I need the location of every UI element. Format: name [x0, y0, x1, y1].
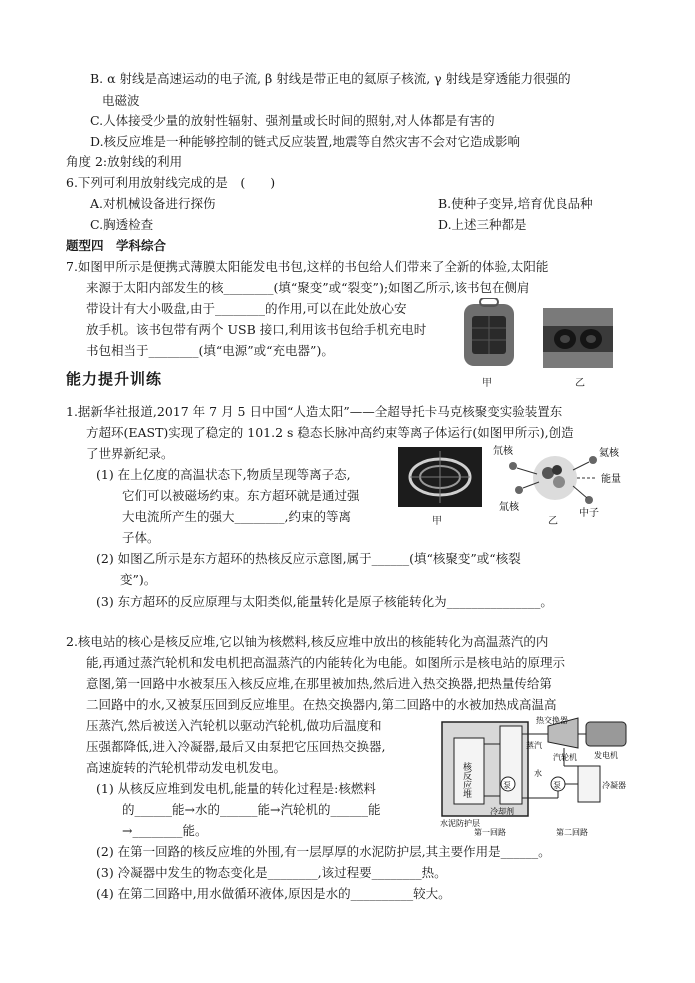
label-water: 水 — [534, 769, 542, 778]
q7-line4: 放手机。该书包带有两个 USB 接口,利用该书包给手机充电时 — [86, 322, 427, 337]
label-helium: 氦核 — [599, 448, 619, 459]
option-d: D.核反应堆是一种能够控制的链式反应装置,地震等自然灾害不会对它造成影响 — [90, 134, 521, 149]
p1-sub1-line3: 大电流所产生的强大________,约束的等离 — [122, 509, 351, 524]
p2-line3: 意图,第一回路中水被泵压入核反应堆,在那里被加热,然后进入热交换器,把热量传给第 — [86, 676, 552, 691]
fusion-reaction-diagram — [493, 440, 633, 520]
label-loop-2: 第二回路 — [556, 828, 588, 836]
q7-caption-jia: 甲 — [482, 378, 492, 389]
p1-line2: 方超环(EAST)实现了稳定的 101.2 s 稳态长脉冲高约束等离子体运行(如图甲所示),创造 — [86, 425, 574, 440]
p1-sub3: (3) 东方超环的反应原理与太阳类似,能量转化是原子核能转化为_______________。 — [96, 594, 553, 609]
backpack-image — [458, 298, 520, 370]
label-coolant: 冷却剂 — [490, 807, 514, 816]
label-neutron: 中子 — [579, 508, 599, 519]
label-pump-2: 泵 — [553, 781, 561, 790]
option-b-line1: B. α 射线是高速运动的电子流, β 射线是带正电的氦原子核流, γ 射线是穿透能力很强的 — [90, 71, 571, 86]
p2-line1: 2.核电站的核心是核反应堆,它以铀为核燃料,核反应堆中放出的核能转化为高温蒸汽的内 — [66, 634, 549, 649]
angle-2-heading: 角度 2:放射线的利用 — [66, 154, 183, 169]
q6-option-c: C.胸透检查 — [90, 217, 154, 232]
q6-option-a: A.对机械设备进行探伤 — [90, 196, 216, 211]
nuclear-plant-diagram — [438, 714, 638, 836]
label-heat-exchanger: 热交换器 — [536, 716, 568, 725]
p2-sub1-line3: →________能。 — [122, 823, 208, 838]
tokamak-photo — [398, 447, 482, 507]
label-condenser: 冷凝器 — [602, 781, 626, 790]
label-energy: 能量 — [601, 474, 621, 485]
section-4-heading: 题型四 学科综合 — [66, 238, 167, 253]
p2-sub3: (3) 冷凝器中发生的物态变化是________,该过程要________热。 — [96, 865, 447, 880]
q6-stem: 6.下列可利用放射线完成的是 ( ) — [66, 175, 276, 190]
p2-line5: 压蒸汽,然后被送入汽轮机以驱动汽轮机,做功后温度和 — [86, 718, 382, 733]
strap-suction-cup-image — [543, 308, 613, 368]
p2-line4: 二回路中的水,又被泵压回到反应堆里。在热交换器内,第二回路中的水被加热成高温高 — [86, 697, 557, 712]
label-loop-1: 第一回路 — [474, 828, 506, 836]
p1-caption-yi: 乙 — [548, 516, 558, 527]
p1-sub1-line1: (1) 在上亿度的高温状态下,物质呈现等离子态, — [96, 467, 351, 482]
ability-training-title: 能力提升训练 — [66, 370, 163, 388]
p1-caption-jia: 甲 — [432, 516, 442, 527]
p1-line3: 了世界新纪录。 — [86, 446, 174, 461]
p2-line7: 高速旋转的汽轮机带动发电机发电。 — [86, 760, 287, 775]
p2-sub4: (4) 在第二回路中,用水做循环液体,原因是水的__________较大。 — [96, 886, 451, 901]
label-cement-shield: 水泥防护层 — [440, 819, 480, 828]
label-generator: 发电机 — [594, 751, 618, 760]
option-b-line2: 电磁波 — [102, 93, 140, 108]
q6-option-b: B.使种子变异,培育优良品种 — [438, 196, 593, 211]
p1-line1: 1.据新华社报道,2017 年 7 月 5 日中国“人造太阳”——全超导托卡马克核聚变实验装置东 — [66, 404, 563, 419]
label-deuterium: 氘核 — [493, 446, 513, 457]
p2-sub1-line1: (1) 从核反应堆到发电机,能量的转化过程是:核燃料 — [96, 781, 376, 796]
p2-sub2: (2) 在第一回路的核反应堆的外围,有一层厚厚的水泥防护层,其主要作用是______。 — [96, 844, 551, 859]
p2-line2: 能,再通过蒸汽轮机和发电机把高温蒸汽的内能转化为电能。如图所示是核电站的原理示 — [86, 655, 565, 670]
p1-sub2-line2: 变”)。 — [120, 572, 157, 587]
label-reactor: 核反应堆 — [461, 762, 471, 798]
option-c: C.人体接受少量的放射性辐射、强剂量或长时间的照射,对人体都是有害的 — [90, 113, 495, 128]
q6-option-d: D.上述三种都是 — [438, 217, 527, 232]
q7-line3: 带设计有大小吸盘,由于________的作用,可以在此处放心安 — [86, 301, 407, 316]
label-steam: 蒸汽 — [526, 741, 542, 750]
p2-line6: 压强都降低,进入冷凝器,最后又由泵把它压回热交换器, — [86, 739, 386, 754]
p1-sub1-line4: 子体。 — [122, 530, 160, 545]
p1-sub1-line2: 它们可以被磁场约束。东方超环就是通过强 — [122, 488, 360, 503]
label-tritium: 氚核 — [499, 502, 519, 513]
q7-line5: 书包相当于________(填“电源”或“充电器”)。 — [86, 343, 334, 358]
q7-line1: 7.如图甲所示是便携式薄膜太阳能发电书包,这样的书包给人们带来了全新的体验,太阳能 — [66, 259, 549, 274]
label-turbine: 汽轮机 — [553, 753, 577, 762]
p1-sub2-line1: (2) 如图乙所示是东方超环的热核反应示意图,属于______(填“核聚变”或“核裂 — [96, 551, 521, 566]
p2-sub1-line2: 的______能→水的______能→汽轮机的______能 — [122, 802, 381, 817]
label-pump-1: 泵 — [503, 781, 511, 790]
q7-line2: 来源于太阳内部发生的核________(填“聚变”或“裂变”);如图乙所示,该书包在侧肩 — [86, 280, 530, 295]
q7-caption-yi: 乙 — [575, 378, 585, 389]
